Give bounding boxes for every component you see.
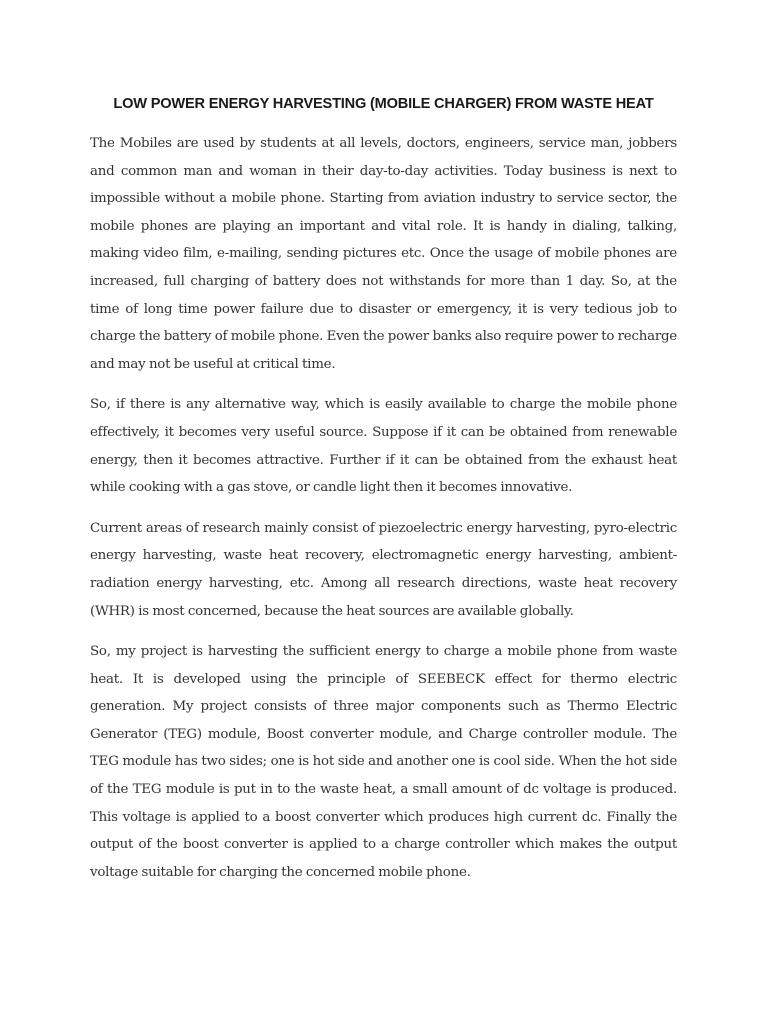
paragraph-research-areas: Current areas of research mainly consist of piezoelectric energy harvesting, pyro-electric energy harvesting, waste heat recovery, electromagnetic energy harvesting, ambient-radiation energy harvesting, etc. Among all research directions, waste heat recovery (WHR) is most concerned, because the heat sources are available globally.	[90, 520, 677, 619]
paragraph-mobile-usage: The Mobiles are used by students at all levels, doctors, engineers, service man, jobbers and common man and woman in their day-to-day activities. Today business is next to impossible without a mobile phone. Starting from aviation industry to service sector, the mobile phones are playing an important and vital role. It is handy in dialing, talking, making video film, e-mailing, sending pictures etc. Once the usage of mobile phones are increased, full charging of battery does not withstands for more than 1 day. So, at the time of long time power failure due to disaster or emergency, it is very tedious job to charge the battery of mobile phone. Even the power banks also require power to recharge and may not be useful at critical time.	[90, 136, 677, 372]
paragraph-project-description: So, my project is harvesting the sufficient energy to charge a mobile phone from waste heat. It is developed using the principle of SEEBECK effect for thermo electric generation. My project consists of three major components such as Thermo Electric Generator (TEG) module, Boost converter module, and Charge controller module. The TEG module has two sides; one is hot side and another one is cool side. When the hot side of the TEG module is put in to the waste heat, a small amount of dc voltage is produced. This voltage is applied to a boost converter which produces high current dc. Finally the output of the boost converter is applied to a charge controller which makes the output voltage suitable for charging the concerned mobile phone.	[90, 644, 677, 880]
paragraph-alternative-way: So, if there is any alternative way, which is easily available to charge the mobile phone effectively, it becomes very useful source. Suppose if it can be obtained from renewable energy, then it becomes attractive. Further if it can be obtained from the exhaust heat while cooking with a gas stove, or candle light then it becomes innovative.	[90, 397, 677, 496]
document-page	[90, 90, 677, 899]
document-title: LOW POWER ENERGY HARVESTING (MOBILE CHARGER) FROM WASTE HEAT	[113, 96, 654, 112]
